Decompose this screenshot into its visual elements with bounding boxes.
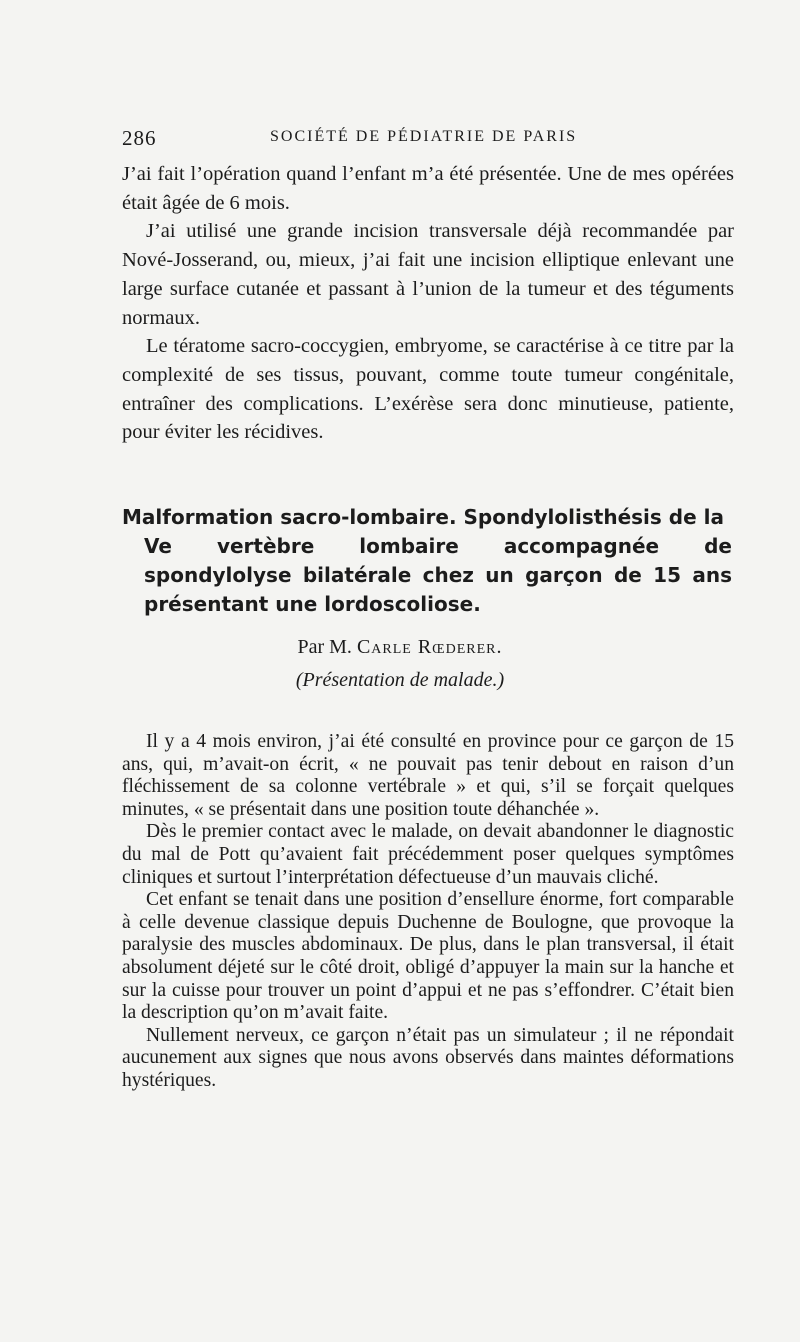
- author-prefix: Par M.: [297, 636, 352, 658]
- article-title-continuation: Ve vertèbre lombaire accompagnée de spondylolyse bilatérale chez un garçon de 15 ans présentant une lordoscoliose.: [144, 534, 732, 616]
- running-head: [122, 126, 732, 154]
- author-name: Carle Rœderer.: [356, 636, 503, 658]
- paragraph: J’ai fait l’opération quand l’enfant m’a été présentée. Une de mes opérées était âgée de 6 mois.: [122, 163, 734, 214]
- article-title: [122, 503, 732, 619]
- article-body: [122, 731, 734, 1093]
- paragraph: Il y a 4 mois environ, j’ai été consulté en province pour ce garçon de 15 ans, qui, m’avait-on écrit, « ne pouvait pas tenir debout en raison d’un fléchissement de sa colonne vertébrale » et qui, s’il se forçait quelques minutes, « se présentait dans une position toute déhanchée ».: [122, 731, 734, 820]
- previous-article-conclusion: [122, 160, 734, 447]
- paragraph: J’ai utilisé une grande incision transversale déjà recommandée par Nové-Josserand, ou, mieux, j’ai fait une incision elliptique enlevant une large surface cutanée et passant à l’union de la tumeur et des téguments normaux.: [122, 220, 734, 329]
- paragraph: Nullement nerveux, ce garçon n’était pas un simulateur ; il ne répondait aucunement aux signes que nous avons observés dans maintes déformations hystériques.: [122, 1024, 734, 1091]
- paragraph: Dès le premier contact avec le malade, on devait abandonner le diagnostic du mal de Pott qu’avaient fait précédemment poser quelques symptômes cliniques et surtout l’interprétation défectueuse d’un mauvais cliché.: [122, 821, 734, 888]
- author-line: [0, 636, 800, 659]
- presentation-note: (Présentation de malade.): [295, 669, 505, 691]
- paragraph: Cet enfant se tenait dans une position d’ensellure énorme, fort comparable à celle devenue classique depuis Duchenne de Boulogne, que provoque la paralysie des muscles abdominaux. De plus, dans le plan transversal, il était absolument déjeté sur le côté droit, obligé d’appuyer la main sur la hanche et sur la cuisse pour trouver un point d’appui et ne pas s’effondrer. C’était bien la description qu’on m’avait faite.: [122, 889, 734, 1024]
- page-number: 286: [122, 126, 157, 150]
- journal-title: SOCIÉTÉ DE PÉDIATRIE DE PARIS: [270, 128, 578, 145]
- article-title-line-1: Malformation sacro-lombaire. Spondylolisthésis de la: [122, 505, 724, 529]
- paragraph: Le tératome sacro-coccygien, embryome, se caractérise à ce titre par la complexité de ses tissus, pouvant, comme toute tumeur congénitale, entraîner des complications. L’exérèse sera donc minutieuse, patiente, pour éviter les récidives.: [122, 335, 734, 444]
